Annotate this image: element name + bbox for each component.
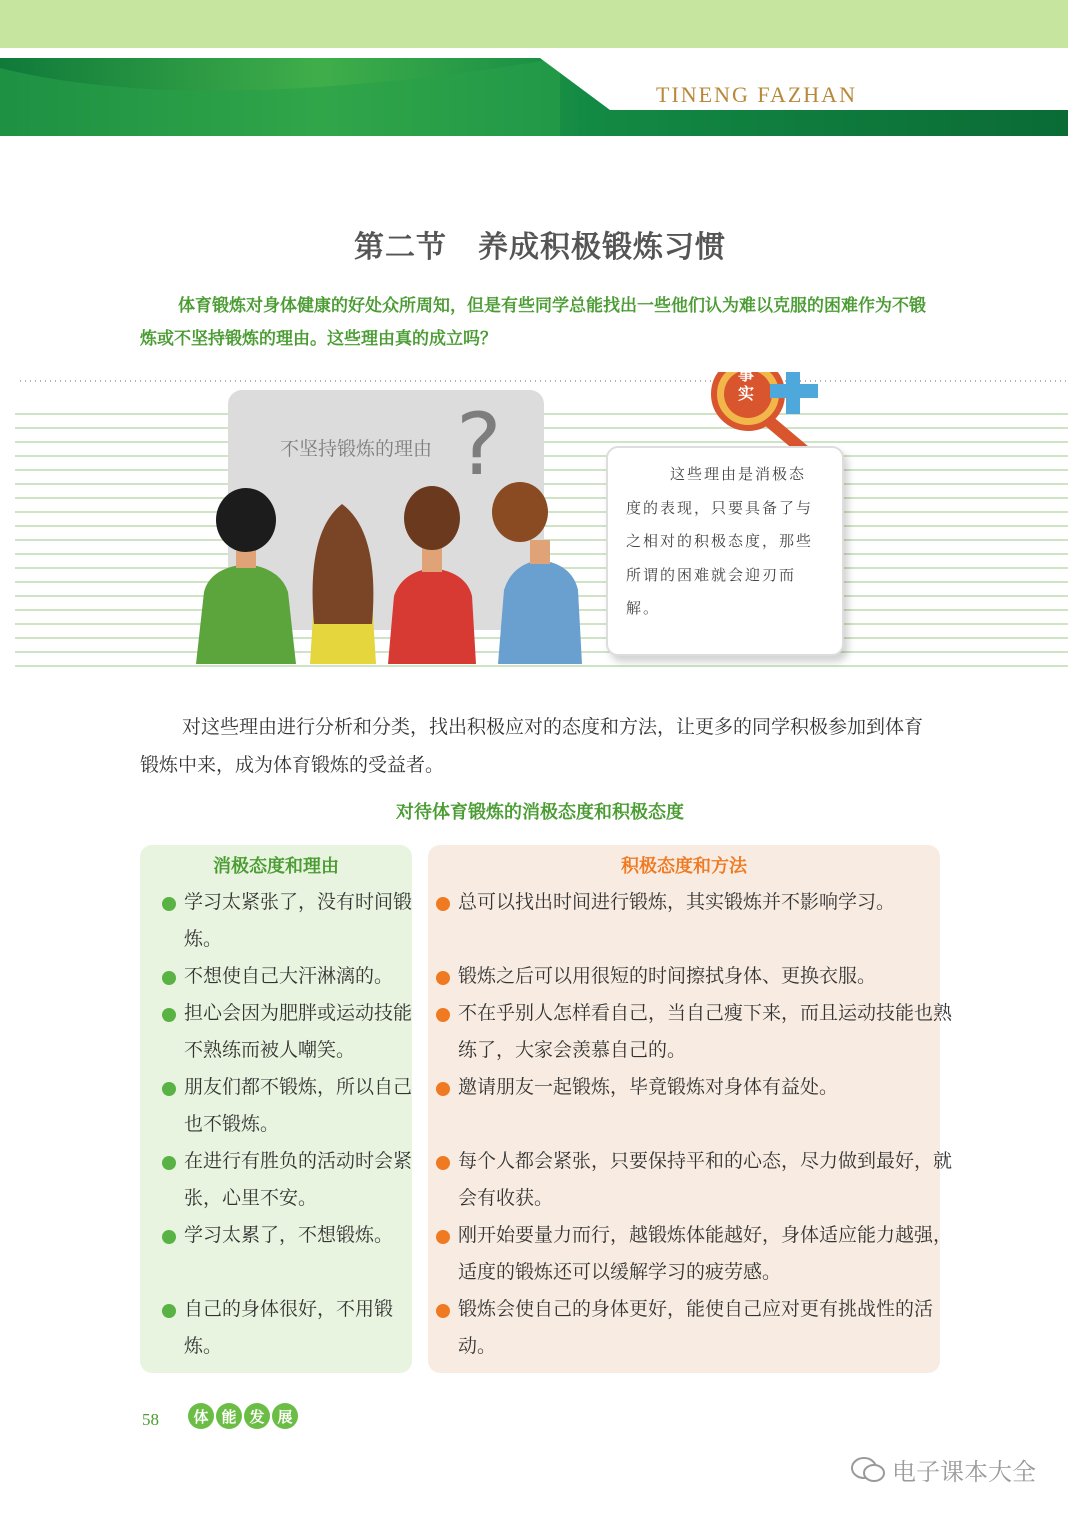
bullet-icon <box>162 1082 176 1096</box>
logo-char: 发 <box>244 1403 270 1429</box>
watermark <box>850 1452 1036 1487</box>
header-green-band <box>0 58 1068 136</box>
bullet-icon <box>162 971 176 985</box>
bullet-icon <box>436 971 450 985</box>
bullet-icon <box>162 897 176 911</box>
bullet-icon <box>436 897 450 911</box>
question-mark-icon: ? <box>456 395 502 495</box>
negative-column-header: 消极态度和理由 <box>213 856 339 877</box>
positive-item: 锻炼之后可以用很短的时间擦拭身体、更换衣服。 <box>436 958 954 995</box>
watermark-text: 电子课本大全 <box>892 1458 1036 1486</box>
bullet-icon <box>162 1156 176 1170</box>
fact-badge-label: 事实 <box>737 365 754 403</box>
bullet-icon <box>436 1304 450 1318</box>
positive-item: 不在乎别人怎样看自己，当自己瘦下来，而且运动技能也熟练了，大家会羡慕自己的。 <box>436 995 954 1069</box>
logo-char: 展 <box>272 1403 298 1429</box>
negative-item: 学习太累了，不想锻炼。 <box>162 1217 426 1254</box>
fact-callout-text: 这些理由是消极态度的表现，只要具备了与之相对的积极态度，那些所谓的困难就会迎刃而解。 <box>626 465 814 617</box>
positive-item: 锻炼会使自己的身体更好，能使自己应对更有挑战性的活动。 <box>436 1291 954 1365</box>
negative-item: 朋友们都不锻炼，所以自己也不锻炼。 <box>162 1069 426 1143</box>
header-label: TINENG FAZHAN <box>656 82 857 107</box>
bullet-icon <box>162 1304 176 1318</box>
bullet-icon <box>436 1156 450 1170</box>
positive-item: 总可以找出时间进行锻炼，其实锻炼并不影响学习。 <box>436 884 954 921</box>
positive-item: 刚开始要量力而行，越锻炼体能越好，身体适应能力越强，适度的锻炼还可以缓解学习的疲劳感。 <box>436 1217 954 1291</box>
negative-item: 担心会因为肥胖或运动技能不熟练而被人嘲笑。 <box>162 995 426 1069</box>
negative-item: 在进行有胜负的活动时会紧张，心里不安。 <box>162 1143 426 1217</box>
body-paragraph: 对这些理由进行分析和分类，找出积极应对的态度和方法，让更多的同学积极参加到体育锻炼中来，成为体育锻炼的受益者。 <box>140 716 924 776</box>
bullet-icon <box>436 1008 450 1022</box>
illustration <box>0 372 1080 672</box>
positive-item: 邀请朋友一起锻炼，毕竟锻炼对身体有益处。 <box>436 1069 954 1106</box>
bullet-icon <box>436 1230 450 1244</box>
book-logo <box>188 1403 298 1429</box>
negative-item: 不想使自己大汗淋漓的。 <box>162 958 426 995</box>
table-caption: 对待体育锻炼的消极态度和积极态度 <box>396 802 684 823</box>
intro-paragraph: 体育锻炼对身体健康的好处众所周知，但是有些同学总能找出一些他们认为难以克服的困难作为不锻炼或不坚持锻炼的理由。这些理由真的成立吗？ <box>140 296 926 349</box>
page-number: 58 <box>142 1410 159 1429</box>
reason-board-label: 不坚持锻炼的理由 <box>280 438 433 460</box>
bullet-icon <box>162 1008 176 1022</box>
negative-item: 学习太紧张了，没有时间锻炼。 <box>162 884 426 958</box>
negative-item: 自己的身体很好，不用锻炼。 <box>162 1291 426 1365</box>
logo-char: 能 <box>216 1403 242 1429</box>
logo-char: 体 <box>188 1403 214 1429</box>
wechat-icon <box>850 1456 886 1484</box>
top-color-band <box>0 0 1068 48</box>
positive-item: 每个人都会紧张，只要保持平和的心态，尽力做到最好，就会有收获。 <box>436 1143 954 1217</box>
positive-column-header: 积极态度和方法 <box>621 856 747 877</box>
bullet-icon <box>162 1230 176 1244</box>
bullet-icon <box>436 1082 450 1096</box>
section-title: 第二节 养成积极锻炼习惯 <box>354 230 726 265</box>
